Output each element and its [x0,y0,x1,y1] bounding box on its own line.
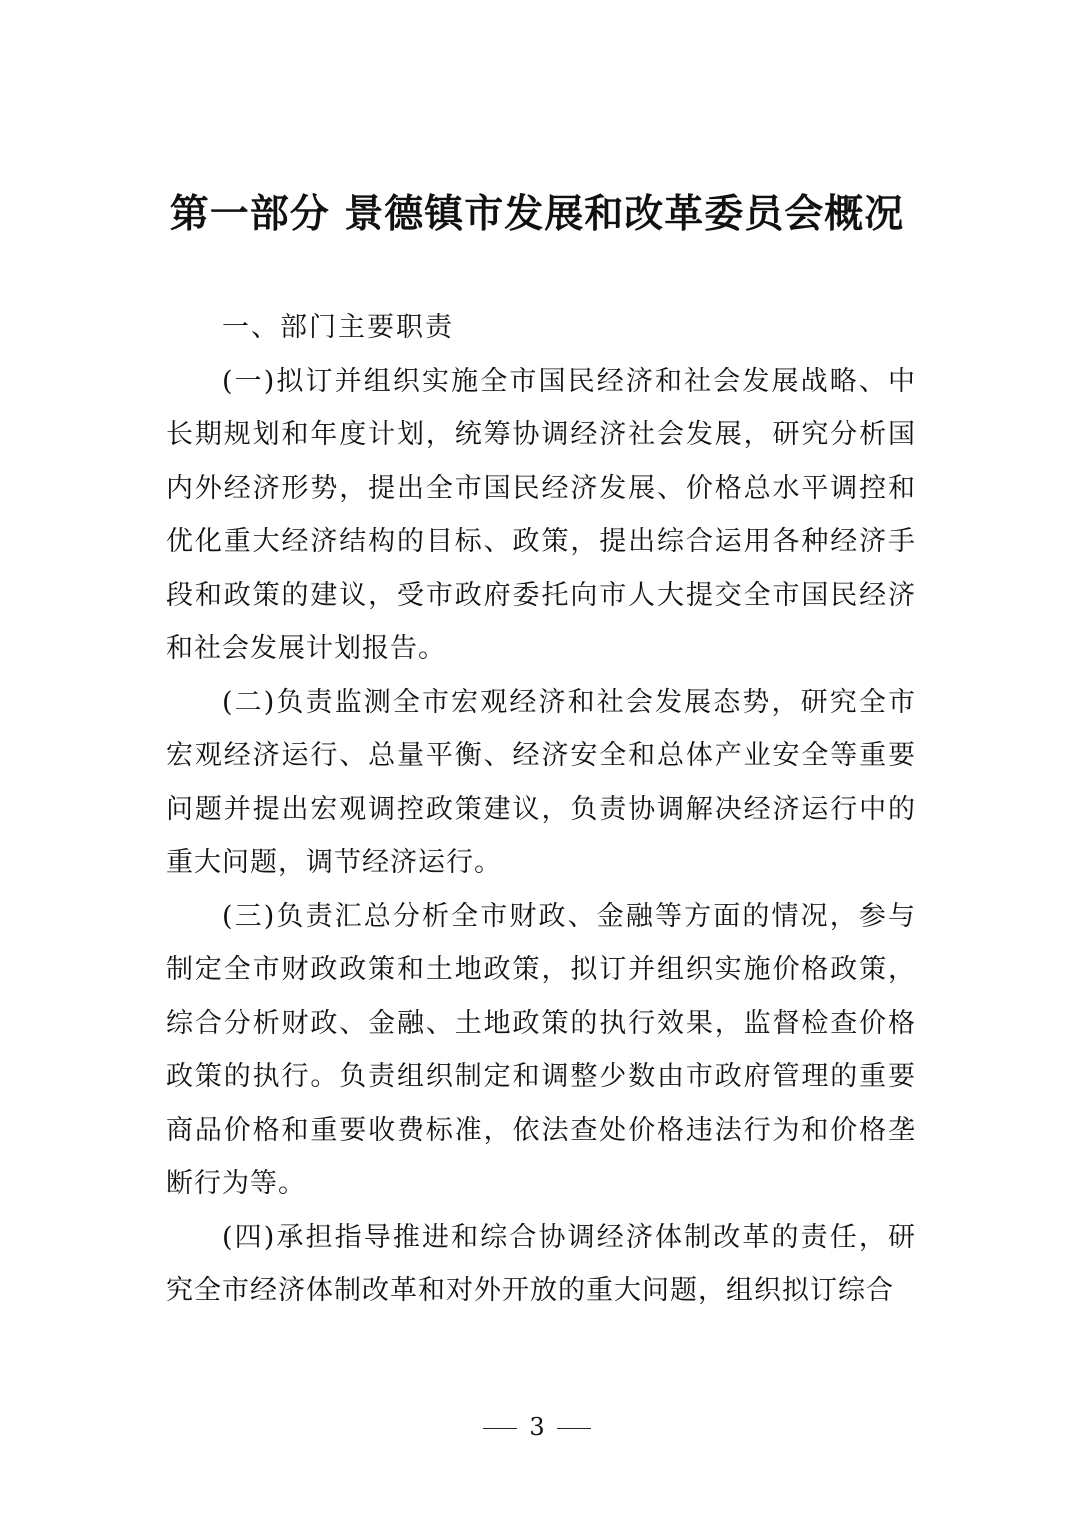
left-dash [483,1428,517,1429]
document-title: 第一部分 景德镇市发展和改革委员会概况 [169,192,905,237]
paragraph-4: (四)承担指导推进和综合协调经济体制改革的责任，研究全市经济体制改革和对外开放的重大问题，组织拟订综合 [166,1221,916,1306]
page-number-footer [0,1409,1074,1445]
paragraph-2: (二)负责监测全市宏观经济和社会发展态势，研究全市宏观经济运行、总量平衡、经济安全和总体产业安全等重要问题并提出宏观调控政策建议，负责协调解决经济运行中的重大问题，调节经济运行。 [166,686,916,878]
page-number: 3 [529,1413,545,1441]
document-body [166,301,916,1318]
section-heading: 一、部门主要职责 [222,312,454,343]
paragraph-1: (一)拟订并组织实施全市国民经济和社会发展战略、中长期规划和年度计划，统筹协调经济社会发展，研究分析国内外经济形势，提出全市国民经济发展、价格总水平调控和优化重大经济结构的目标、政策，提出综合运用各种经济手段和政策的建议，受市政府委托向市人大提交全市国民经济和社会发展计划报告。 [166,365,916,664]
paragraph-3: (三)负责汇总分析全市财政、金融等方面的情况，参与制定全市财政政策和土地政策，拟订并组织实施价格政策，综合分析财政、金融、土地政策的执行效果，监督检查价格政策的执行。负责组织制定和调整少数由市政府管理的重要商品价格和重要收费标准，依法查处价格违法行为和价格垄断行为等。 [166,900,916,1199]
right-dash [557,1428,591,1429]
